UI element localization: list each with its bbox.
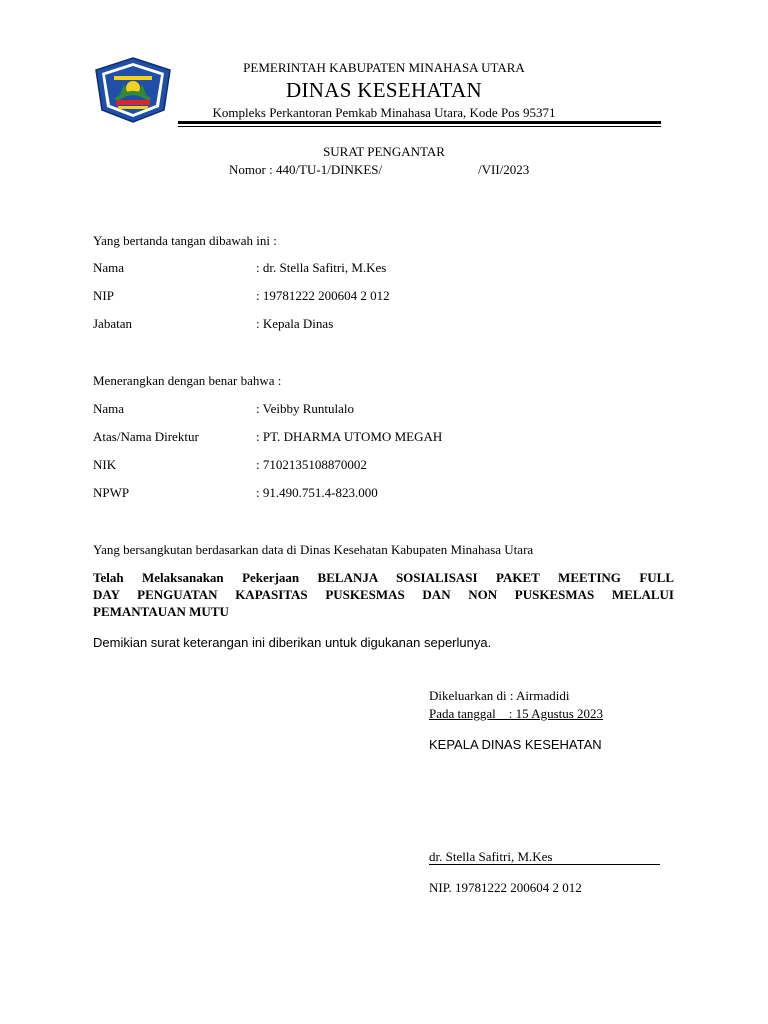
signature-underline (429, 864, 660, 865)
basis-text: Yang bersangkutan berdasarkan data di Dinas Kesehatan Kabupaten Minahasa Utara (93, 542, 534, 557)
signer-position-label: Jabatan (93, 316, 132, 331)
header-agency: DINAS KESEHATAN (286, 78, 482, 102)
signer-nip: NIP. 19781222 200604 2 012 (429, 880, 582, 895)
header-address: Kompleks Perkantoran Pemkab Minahasa Utara, Kode Pos 95371 (212, 105, 556, 120)
letter-number-prefix: Nomor : 440/TU-1/DINKES/ (229, 162, 383, 177)
issued-date: Pada tanggal : 15 Agustus 2023 (429, 706, 604, 721)
statement-line: DAY PENGUATAN KAPASITAS PUSKESMAS DAN NON PUSKESMAS MELALUI (93, 587, 674, 602)
statement-line: Telah Melaksanakan Pekerjaan BELANJA SOSIALISASI PAKET MEETING FULL (93, 570, 674, 585)
signer-nip-value: : 19781222 200604 2 012 (256, 288, 390, 303)
letter-title: SURAT PENGANTAR (323, 144, 445, 159)
subject-npwp-label: NPWP (93, 485, 130, 500)
closing-text: Demikian surat keterangan ini diberikan untuk digukanan seperlunya. (93, 635, 492, 650)
signer-position-value: : Kepala Dinas (256, 316, 334, 331)
issued-place: Dikeluarkan di : Airmadidi (429, 688, 570, 703)
subject-name-label: Nama (93, 401, 125, 416)
signer-name: dr. Stella Safitri, M.Kes (429, 849, 553, 864)
signer-name-value: : dr. Stella Safitri, M.Kes (256, 260, 387, 275)
subject-nik-label: NIK (93, 457, 117, 472)
header-divider-thick (178, 121, 661, 124)
subject-name-value: : Veibby Runtulalo (256, 401, 354, 416)
signer-position-title: KEPALA DINAS KESEHATAN (429, 737, 602, 752)
statement-line: PEMANTAUAN MUTU (93, 604, 229, 619)
subject-company-label: Atas/Nama Direktur (93, 429, 199, 444)
subject-intro: Menerangkan dengan benar bahwa : (93, 373, 282, 388)
letter-number-suffix: /VII/2023 (478, 162, 530, 177)
statement-paragraph (93, 569, 674, 620)
subject-company-value: : PT. DHARMA UTOMO MEGAH (256, 429, 443, 444)
subject-npwp-value: : 91.490.751.4-823.000 (256, 485, 378, 500)
signer-nip-label: NIP (93, 288, 114, 303)
header-divider-thin (178, 126, 661, 127)
subject-nik-value: : 7102135108870002 (256, 457, 367, 472)
signer-name-label: Nama (93, 260, 125, 275)
header-government: PEMERINTAH KABUPATEN MINAHASA UTARA (243, 60, 525, 75)
signer-intro: Yang bertanda tangan dibawah ini : (93, 233, 277, 248)
